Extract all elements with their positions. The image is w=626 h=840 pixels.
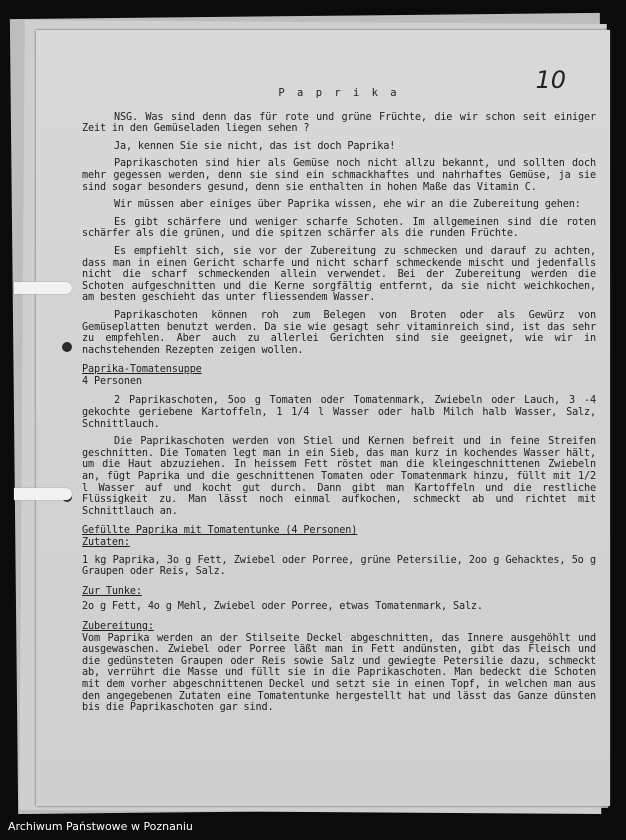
recipe1-paragraph: Die Paprikaschoten werden von Stiel und Kernen befreit und in feine Streifen geschnitten. Die Tomaten legt man in ein Sieb, das man kurz in kochendes Wasser hält, um die Haut abzuziehen. In heissem Fett röstet man die kleingeschnittenen Zwiebeln an, fügt Paprika und die geschnittenen Tomaten oder Tomatenmark hinzu, füllt mit 1/2 l Wasser auf und kocht gut durch. Dann gibt man Kartoffeln und die restliche Flüssigkeit zu. Man lässt noch einmal aufkochen, schmeckt ab und richtet mit Schnittlauch an.	[82, 436, 596, 517]
intro-paragraph: Es empfiehlt sich, sie vor der Zubereitung zu schmecken und darauf zu achten, dass man in einen Gericht scharfe und nicht scharf schmeckende mischt und jedenfalls nicht die scharf schmeckenden allein verwendet. Bei der Zubereitung werden die Schoten aufgeschnitten und die Kerne sorgfältig entfernt, da sie nicht weichkochen, am besten geschieht das unter fliessendem Wasser.	[82, 245, 596, 304]
archive-footer	[0, 814, 626, 840]
tunke-label: Zur Tunke:	[82, 585, 142, 597]
recipe1-paragraph: 2 Paprikaschoten, 5oo g Tomaten oder Tomatenmark, Zwiebeln oder Lauch, 3 -4 gekochte geriebene Kartoffeln, 1 1/4 l Wasser oder halb Milch halb Wasser, Salz, Schnittlauch.	[82, 395, 596, 430]
zubereitung-text: Vom Paprika werden an der Stilseite Deckel abgeschnitten, das Innere ausgehöhlt und ausgewaschen. Zwiebel oder Porree läßt man in Fett andünsten, gibt das Fleisch und die gedünsteten Graupen oder Reis sowie Salz und gewiegte Petersilie dazu, schmeckt ab, verrührt die Masse und füllt sie in die Paprikaschoten. Man bedeckt die Schoten mit dem vorher abgeschnittenen Deckel und setzt sie in einen Topf, in welchen man aus den angegebenen Zutaten eine Tomatentunke hergestellt hat und lässt das Ganze dünsten bis die Paprikaschoten gar sind.	[82, 632, 596, 714]
typewritten-page	[36, 30, 610, 806]
page-number: 10	[535, 66, 566, 94]
zutaten-label: Zutaten:	[82, 537, 130, 548]
zutaten-text: 1 kg Paprika, 3o g Fett, Zwiebel oder Porree, grüne Petersilie, 2oo g Gehacktes, 5o g Graupen oder Reis, Salz.	[82, 554, 596, 578]
document-title: P a p r i k a	[278, 87, 400, 99]
binder-clip	[14, 282, 72, 294]
zubereitung-label: Zubereitung:	[82, 620, 154, 632]
intro-paragraph: Paprikaschoten können roh zum Belegen von Broten oder als Gewürz von Gemüseplatten benutzt werden. Da sie wie gesagt sehr vitaminreich sind, ist das sehr zu empfehlen. Aber auch zu allerlei Gerichten sind sie geeignet, wie wir in nachstehenden Rezepten zeigen wollen.	[82, 309, 596, 356]
recipe1-servings: 4 Personen	[82, 375, 142, 387]
page-content	[82, 88, 596, 722]
intro-paragraph: Ja, kennen Sie sie nicht, das ist doch Paprika!	[114, 140, 396, 152]
punch-hole	[62, 342, 72, 352]
tunke-text: 2o g Fett, 4o g Mehl, Zwiebel oder Porree, etwas Tomatenmark, Salz.	[82, 601, 483, 613]
binder-clip	[14, 488, 72, 500]
recipe1-heading: Paprika-Tomatensuppe	[82, 364, 202, 376]
intro-paragraph: Wir müssen aber einiges über Paprika wissen, ehe wir an die Zubereitung gehen:	[114, 199, 581, 211]
intro-paragraph: Paprikaschoten sind hier als Gemüse noch nicht allzu bekannt, und sollten doch mehr gegessen werden, denn sie sind ein schmackhaftes und nahrhaftes Gemüse, ja sie sind sogar besonders gesund, denn sie enthalten in hohen Maße das Vitamin C.	[82, 158, 596, 193]
recipe2-heading: Gefüllte Paprika mit Tomatentunke (4 Personen)	[82, 525, 358, 537]
archive-label: Archiwum Państwowe w Poznaniu	[8, 820, 193, 833]
intro-paragraph: NSG. Was sind denn das für rote und grüne Früchte, die wir schon seit einiger Zeit in den Gemüseladen liegen sehen ?	[82, 111, 596, 135]
intro-paragraph: Es gibt schärfere und weniger scharfe Schoten. Im allgemeinen sind die roten schärfer als die grünen, und die spitzen schärfer als die runden Früchte.	[82, 216, 596, 240]
